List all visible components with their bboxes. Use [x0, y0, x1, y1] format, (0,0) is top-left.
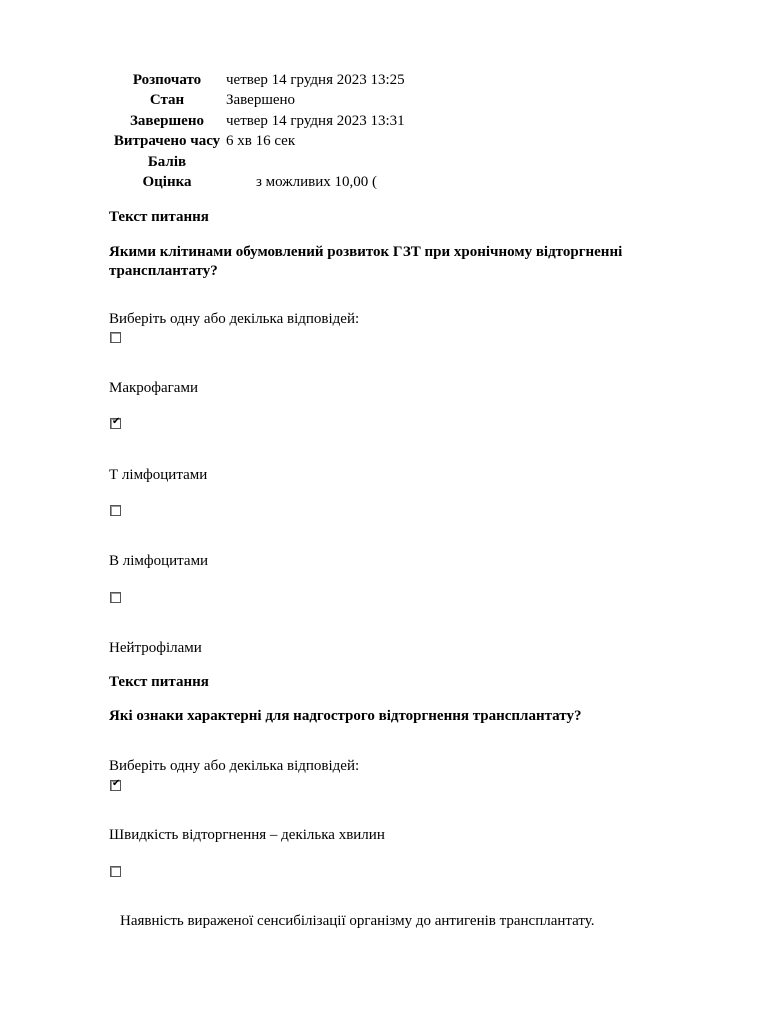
summary-label-grade: Оцінка [142, 174, 192, 191]
question-1-option-1-label: Макрофагами [109, 380, 198, 396]
question-2-option-1-label: Швидкість відторгнення – декілька хвилин [109, 827, 385, 843]
summary-value-marks [223, 152, 405, 172]
summary-value-started: четвер 14 грудня 2023 13:25 [226, 72, 405, 88]
question-1-prompt: Виберіть одну або декілька відповідей: [109, 311, 360, 327]
summary-value-state: Завершено [226, 92, 296, 109]
question-1-option-3-checkbox[interactable] [110, 505, 121, 516]
question-2-option-1-checkbox[interactable] [110, 780, 121, 791]
question-1-option-1-checkbox[interactable] [110, 332, 121, 343]
summary-row-time-taken [111, 131, 405, 151]
question-2-option-2-label: Наявність вираженої сенсибілізації організму до антигенів трансплантату. [120, 913, 595, 929]
summary-row-completed [111, 111, 405, 131]
question-2-text: Які ознаки характерні для надгострого відторгнення трансплантату? [109, 708, 582, 724]
summary-row-started [111, 70, 405, 90]
checkmark-icon: ✔ [112, 416, 121, 427]
summary-label-time-taken: Витрачено часу [113, 133, 221, 150]
summary-value-grade: з можливих 10,00 ( [256, 174, 378, 191]
summary-label-completed: Завершено [130, 112, 204, 129]
question-1-text: Якими клітинами обумовлений розвиток ГЗТ при хронічному відторгненні трансплантату? [109, 244, 623, 279]
attempt-summary-table [111, 70, 405, 192]
summary-row-marks [111, 152, 405, 172]
summary-label-marks: Балів [147, 153, 187, 170]
checkmark-icon: ✔ [112, 778, 121, 789]
summary-row-grade [111, 172, 405, 192]
question-2-heading: Текст питання [109, 674, 209, 690]
summary-label-started: Розпочато [132, 72, 202, 88]
question-2-option-2-checkbox[interactable] [110, 866, 121, 877]
summary-row-state [111, 90, 405, 110]
question-1-option-2-checkbox[interactable] [110, 418, 121, 429]
question-1-option-4-checkbox[interactable] [110, 592, 121, 603]
question-1-option-4-label: Нейтрофілами [109, 640, 202, 656]
question-1-heading: Текст питання [109, 209, 209, 225]
summary-value-completed: четвер 14 грудня 2023 13:31 [226, 112, 405, 129]
question-2-prompt: Виберіть одну або декілька відповідей: [109, 758, 360, 774]
question-1-option-2-label: Т лімфоцитами [109, 467, 208, 483]
question-1-option-3-label: В лімфоцитами [109, 553, 209, 569]
summary-label-state: Стан [149, 92, 185, 109]
summary-value-time-taken: 6 хв 16 сек [226, 133, 296, 150]
